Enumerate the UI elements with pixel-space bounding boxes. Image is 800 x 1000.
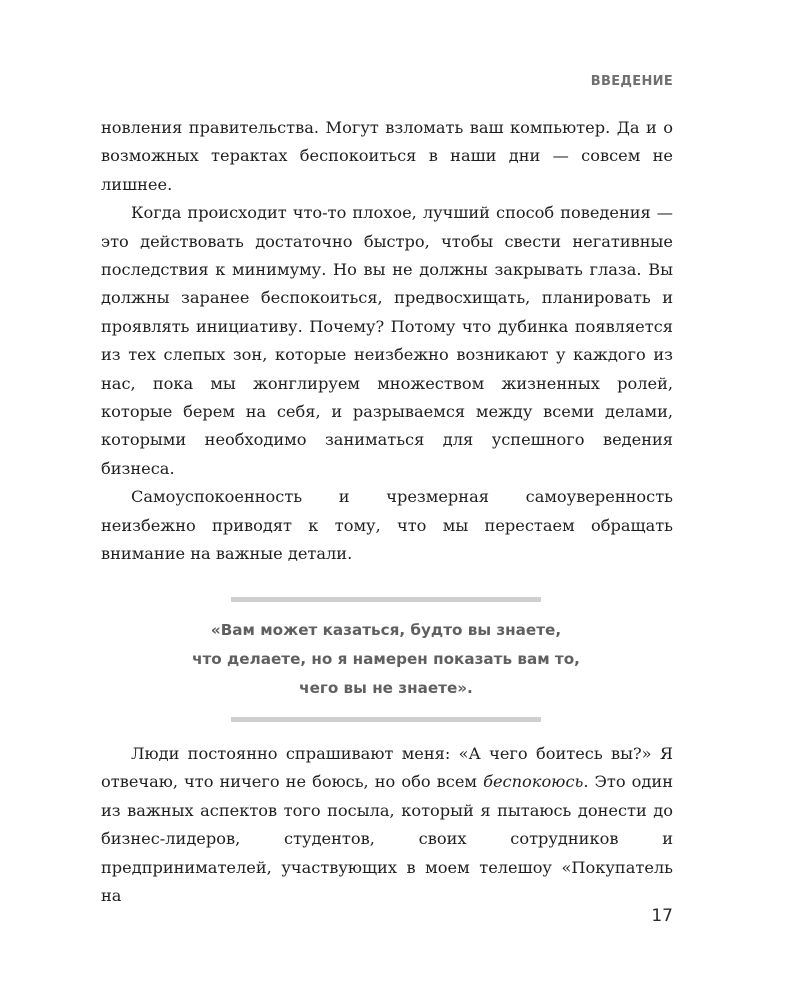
- body-text-top: [101, 114, 673, 569]
- paragraph: [101, 740, 673, 910]
- pull-quote-text: [191, 602, 581, 717]
- page-number: 17: [651, 906, 673, 926]
- paragraph: Самоуспокоенность и чрезмерная самоуверенность неизбежно приводят к тому, что мы перестаем обращать внимание на важные детали.: [101, 487, 673, 564]
- paragraph-text: . Это один из важных аспектов того посыла, который я пытаюсь донести до бизнес-лидеров, студентов, своих сотрудников и предпринимателей, участвующих в моем телешоу «Покупатель на: [101, 772, 673, 906]
- pull-quote-line: «Вам может казаться, будто вы знаете,: [210, 621, 562, 639]
- emphasis: беспокоюсь: [483, 772, 584, 792]
- pull-quote-line: чего вы не знаете».: [299, 679, 473, 697]
- pull-quote-line: что делаете, но я намерен показать вам то,: [192, 650, 580, 668]
- paragraph: Когда происходит что-то плохое, лучший способ поведения — это действовать достаточно быстро, чтобы свести негативные последствия к минимуму. Но вы не должны закрывать глаза. Вы должны заранее беспокоиться, предвосхищать, планировать и проявлять инициативу. Почему? Потому что дубинка появляется из тех слепых зон, которые неизбежно возникают у каждого из нас, пока мы жонглируем множеством жизненных ролей, которые берем на себя, и разрываемся между всеми делами, которыми необходимо заниматься для успешного ведения бизнеса.: [101, 203, 673, 478]
- paragraph: новления правительства. Могут взломать ваш компьютер. Да и о возможных терактах беспокоиться в наши дни — совсем не лишнее.: [101, 118, 673, 194]
- running-header: ВВЕДЕНИЕ: [590, 74, 673, 89]
- pull-quote: [192, 597, 580, 722]
- quote-bottom-rule: [231, 717, 541, 722]
- paragraph-text: Люди постоянно спрашивают меня: «А чего боитесь вы?» Я отвечаю, что ничего не боюсь, но обо всем: [101, 744, 673, 792]
- body-text-bottom: [101, 740, 673, 910]
